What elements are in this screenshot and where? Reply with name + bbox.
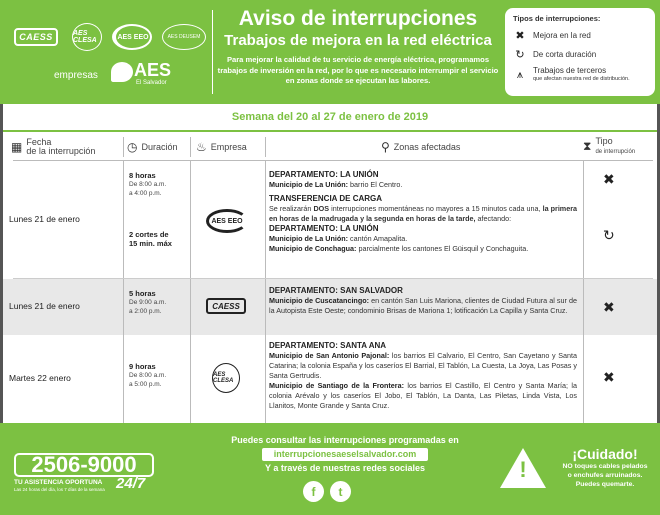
legend-label: De corta duración xyxy=(533,50,597,59)
clesa-logo: AES CLESA xyxy=(72,23,102,51)
title-block xyxy=(213,6,503,87)
tools-icon: ✖ xyxy=(603,299,615,315)
bulb-icon: ♨ xyxy=(196,139,207,154)
aes-sub: El Salvador xyxy=(136,80,167,86)
column-separator xyxy=(123,335,124,423)
row-duration-2 xyxy=(129,230,172,248)
column-separator xyxy=(583,161,584,278)
column-separator xyxy=(265,335,266,423)
col-tipo-sub: de interrupción xyxy=(595,148,636,155)
transfer-title: TRANSFERENCIA DE CARGA xyxy=(269,194,383,203)
zone-detail: los barrios El Castillo, El Centro y Santa María; la colonia Arévalo y los caseríos El Jobo, El Tablón, La Danta, Las Piletas, Linda Vista, Los Llanitos, Monte Grande y Santa Cruz. xyxy=(269,381,577,410)
footer xyxy=(0,423,660,515)
table-row xyxy=(3,279,657,335)
duration-hours: 5 horas xyxy=(129,289,156,298)
duration-to: a 4:00 p.m. xyxy=(129,190,162,197)
deusem-logo: AES DEUSEM xyxy=(162,24,206,50)
short-duration-icon: ↻ xyxy=(515,49,525,61)
row-date: Martes 22 enero xyxy=(9,373,71,383)
duration-max: 15 min. máx xyxy=(129,239,172,248)
duration-to: a 2:00 p.m. xyxy=(129,308,162,315)
row-duration xyxy=(129,289,166,316)
col-empresa xyxy=(196,133,247,160)
caution-block xyxy=(555,446,655,489)
caution-line: o enchufes arruinados. xyxy=(567,472,643,479)
consult-text: Puedes consultar las interrupciones programadas en xyxy=(231,435,459,445)
col-zonas-label: Zonas afectadas xyxy=(393,141,461,152)
row-zones xyxy=(269,341,577,411)
column-separator xyxy=(265,279,266,335)
row-duration xyxy=(129,362,166,389)
zone-municipality: Municipio de La Unión: xyxy=(269,180,349,189)
tower-icon: ⩚ xyxy=(516,68,524,81)
phone-number[interactable]: 2506-9000 xyxy=(14,453,154,477)
column-separator xyxy=(583,279,584,335)
week-divider xyxy=(3,130,657,132)
zone-department: DEPARTAMENTO: SAN SALVADOR xyxy=(269,286,403,295)
zone-department: DEPARTAMENTO: SANTA ANA xyxy=(269,341,387,350)
tools-icon: ✖ xyxy=(603,369,615,385)
col-duracion xyxy=(127,133,178,160)
column-separator xyxy=(123,279,124,335)
twitter-icon[interactable]: t xyxy=(330,481,351,502)
column-separator xyxy=(583,335,584,423)
zone-detail: barrio El Centro. xyxy=(348,180,403,189)
row-zones xyxy=(269,170,577,254)
tools-icon: ✖ xyxy=(603,171,615,187)
column-separator xyxy=(190,335,191,423)
header xyxy=(0,0,660,104)
table-header xyxy=(3,133,657,160)
column-separator xyxy=(265,161,266,278)
calendar-icon: ▦ xyxy=(11,139,23,154)
empresas-label: empresas xyxy=(54,70,98,81)
warning-exclamation: ! xyxy=(519,457,527,482)
page-subtitle: Trabajos de mejora en la red eléctrica xyxy=(224,32,492,49)
col-empresa-label: Empresa xyxy=(210,141,247,152)
duration-from: De 8:00 a.m. xyxy=(129,181,167,188)
clock-icon: ◷ xyxy=(127,139,138,154)
caution-line: NO toques cables pelados xyxy=(562,463,648,470)
header-separator xyxy=(190,137,191,157)
eeo-logo: AES EEO xyxy=(112,24,152,50)
transfer-times: la primera en horas de la madrugada y la segunda en horas de la tarde, xyxy=(269,204,577,223)
zone-department: DEPARTAMENTO: LA UNIÓN xyxy=(269,224,379,233)
zone-detail: los barrios El Calvario, El Centro, San Cayetano y Santa Catarina; la colonia España y los caseríos El Barrial, El Tablón, La Cuesta, La Joya, Las Posas y Santa Gertrudis. xyxy=(269,351,577,380)
page-description: Para mejorar la calidad de tu servicio de energía eléctrica, programamos trabajos de inversión en la red, por lo que es necesario interrumpir el servicio en zonas donde se ejecutan las labores. xyxy=(217,55,499,85)
caution-title: ¡Cuidado! xyxy=(572,446,638,462)
col-fecha-label: Fecha xyxy=(26,136,52,147)
duration-from: De 9:00 a.m. xyxy=(129,299,167,306)
duration-hours: 8 horas xyxy=(129,171,156,180)
phone-tagline-sub: Las 24 horas del día, los 7 días de la semana xyxy=(14,487,105,492)
column-separator xyxy=(190,279,191,335)
column-separator xyxy=(190,161,191,278)
company-logos xyxy=(8,16,208,96)
transfer-text: Se realizarán xyxy=(269,204,314,213)
social-text: Y a través de nuestras redes sociales xyxy=(265,463,425,473)
row-duration xyxy=(129,171,166,198)
legend-item-terceros xyxy=(513,67,647,83)
social-links xyxy=(303,481,351,502)
aes-brand: AES xyxy=(134,60,172,80)
transfer-text: interrupciones momentáneas no mayores a 15 minutos cada una, xyxy=(329,204,543,213)
table-row xyxy=(3,335,657,423)
hours-badge: 24/7 xyxy=(116,475,146,492)
company-logo-eeo: AES EEO xyxy=(206,209,248,233)
zone-municipality: Municipio de La Unión: xyxy=(269,234,349,243)
zone-municipality: Municipio de Cuscatancingo: xyxy=(269,296,370,305)
website-link[interactable]: interrupcionesaeselsalvador.com xyxy=(262,448,429,461)
header-separator xyxy=(123,137,124,157)
caess-logo: CAESS xyxy=(14,28,58,46)
col-fecha-sub: de la interrupción xyxy=(26,145,96,156)
zone-municipality: Municipio de Conchagua: xyxy=(269,244,357,253)
duration-from: De 8:00 a.m. xyxy=(129,372,167,379)
col-duracion-label: Duración xyxy=(141,141,178,152)
row-date: Lunes 21 de enero xyxy=(9,214,80,224)
short-duration-icon: ↻ xyxy=(603,227,615,243)
consult-block xyxy=(195,434,495,475)
phone-tagline: TU ASISTENCIA OPORTUNA xyxy=(14,479,103,486)
interruption-types-legend xyxy=(505,8,655,96)
map-pin-icon: ⚲ xyxy=(381,139,390,154)
zone-department: DEPARTAMENTO: LA UNIÓN xyxy=(269,170,379,179)
col-fecha xyxy=(11,133,95,160)
column-separator xyxy=(123,161,124,278)
row-zones xyxy=(269,286,577,316)
duration-to: a 5:00 p.m. xyxy=(129,381,162,388)
legend-label: Trabajos de terceros xyxy=(533,66,607,75)
col-zonas xyxy=(381,133,460,160)
col-tipo xyxy=(583,133,635,160)
schedule-frame xyxy=(0,104,660,423)
week-label: Semana del 20 al 27 de enero de 2019 xyxy=(231,111,429,123)
legend-item-mejora xyxy=(513,29,647,42)
company-logo-clesa: AES CLESA xyxy=(212,363,240,393)
company-logo-caess: CAESS xyxy=(206,298,246,314)
transfer-count: DOS xyxy=(313,204,330,213)
zone-municipality: Municipio de Santiago de la Frontera: xyxy=(269,381,404,390)
zone-detail: en cantón San Luis Mariona, clientes de Ciudad Futura al sur de la Autopista Este Oeste; condominio Brisas de Mariona 1; lotificación La Capilla y Santa Cruz. xyxy=(269,296,577,315)
caution-line: Puedes quemarte. xyxy=(575,481,635,488)
tower-clock-icon: ⧗ xyxy=(583,139,592,153)
legend-item-corta xyxy=(513,48,647,61)
zone-detail: parcialmente los cantones El Güisquil y Conchaguita. xyxy=(356,244,529,253)
facebook-icon[interactable]: f xyxy=(303,481,324,502)
legend-title: Tipos de interrupciones: xyxy=(513,14,601,23)
transfer-text: afectando: xyxy=(475,214,512,223)
legend-label: Mejora en la red xyxy=(533,31,591,40)
row-date: Lunes 21 de enero xyxy=(9,301,80,311)
tools-icon: ✖ xyxy=(515,30,525,42)
col-tipo-label: Tipo xyxy=(595,135,613,146)
header-separator xyxy=(265,137,266,157)
legend-sub: que afectan nuestra red de distribución. xyxy=(533,76,630,82)
zone-detail: cantón Amapalita. xyxy=(348,234,408,243)
duration-cuts: 2 cortes de xyxy=(129,230,169,239)
page-title: Aviso de interrupciones xyxy=(238,7,478,30)
table-row xyxy=(3,161,657,278)
aes-mark-icon xyxy=(111,62,133,82)
zone-municipality: Municipio de San Antonio Pajonal: xyxy=(269,351,390,360)
duration-hours: 9 horas xyxy=(129,362,156,371)
